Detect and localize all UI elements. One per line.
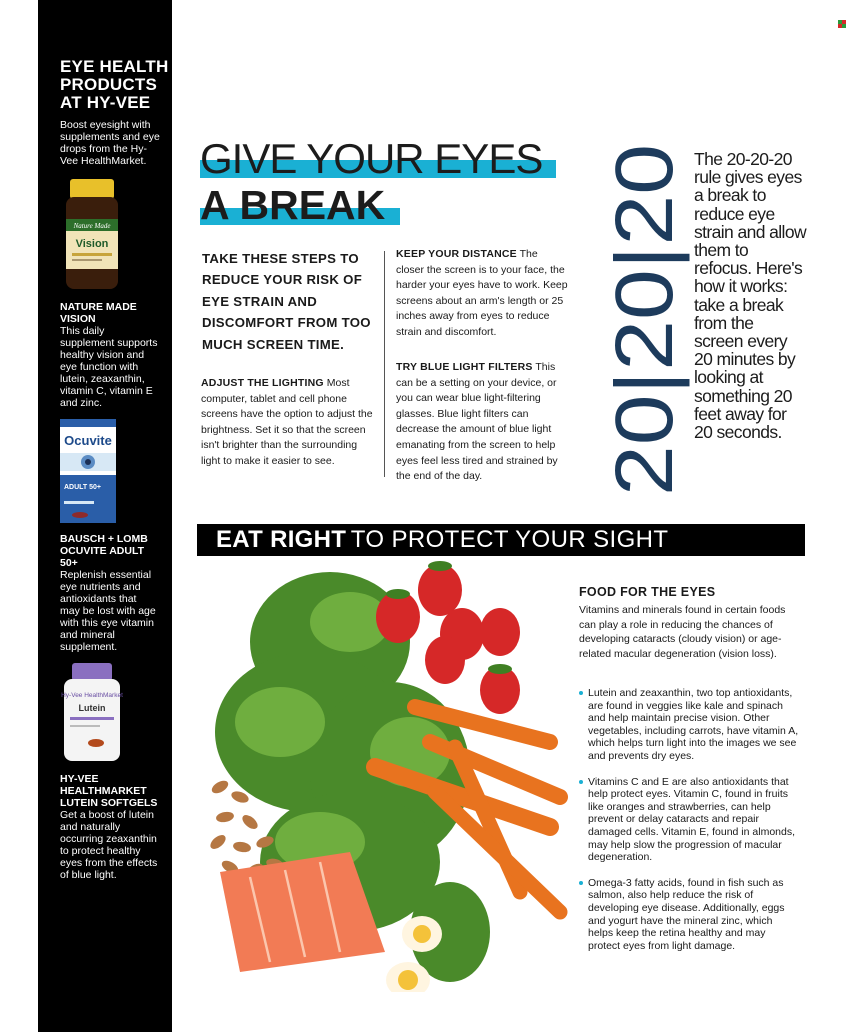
eat-right-banner bbox=[197, 524, 805, 556]
product-ocuvite bbox=[60, 419, 172, 653]
sidebar-title: EYE HEALTH PRODUCTS AT HY-VEE bbox=[60, 57, 169, 112]
food-heading: FOOD FOR THE EYES bbox=[579, 585, 716, 599]
tip-lead: TRY BLUE LIGHT FILTERS bbox=[396, 361, 533, 373]
product-description: This daily supplement supports healthy vision and eye function with lutein, zeaxanthin, vitamin C, vitamin E and zinc. bbox=[60, 325, 158, 409]
title-line-1 bbox=[200, 136, 542, 182]
product-name: NATURE MADE VISION bbox=[60, 301, 137, 325]
nature-made-brand: Nature Made bbox=[73, 222, 111, 230]
product-name: BAUSCH + LOMB OCUVITE ADULT 50+ bbox=[60, 533, 148, 569]
list-item: Omega-3 fatty acids, found in fish such as salmon, also help reduce the risk of developing eye disease. Additionally, eggs and yogurt have the mineral zinc, which helps keep the retina healthy and may protect eyes from light damage. bbox=[579, 877, 799, 953]
title-line-2 bbox=[200, 182, 542, 228]
rule-description: The 20-20-20 rule gives eyes a break to reduce eye strain and allow them to refocus. Here's how it works: take a break from the screen every 20 minutes by looking at something 20 feet away for 20 seconds. bbox=[694, 149, 806, 443]
list-item: Vitamins C and E are also antioxidants that help protect eyes. Vitamin C, found in fruits like oranges and strawberries, can help prevent or delay cataracts and repair damaged cells. Vitamin E, found in almonds, may help slow the progression of macular degeneration. bbox=[579, 776, 799, 864]
adjust-lighting-tip bbox=[201, 376, 373, 470]
steps-heading: TAKE THESE STEPS TO REDUCE YOUR RISK OF EYE STRAIN AND DISCOMFORT FROM TOO MUCH SCREEN TIME. bbox=[202, 251, 371, 352]
lutein-product-label: Lutein bbox=[78, 703, 106, 713]
keep-distance-tip bbox=[396, 247, 568, 341]
tip-body: The closer the screen is to your face, the harder your eyes have to work. Keep screens about an arm's length or 25 inches away from eyes to reduce strain and discomfort. bbox=[396, 248, 568, 338]
food-bullet-list bbox=[579, 687, 799, 965]
banner-light-text: TO PROTECT YOUR SIGHT bbox=[350, 526, 669, 553]
healthy-food-image bbox=[200, 552, 580, 992]
title-text-2: A BREAK bbox=[200, 182, 386, 228]
tip-body: Most computer, tablet and cell phone screens have the option to adjust the brightness. Set it so that the screen isn't brighter than the surrounding light to make it easier to see. bbox=[201, 377, 373, 467]
color-swatch-icon bbox=[838, 20, 846, 28]
sidebar-intro: Boost eyesight with supplements and eye drops from the Hy-Vee HealthMarket. bbox=[60, 119, 160, 167]
tip-body: This can be a setting on your device, or you can wear blue light-filtering glasses. Blue light filters can decrease the amount of blue light emanating from the screen to help eyes feel less tired and strained by the end of the day. bbox=[396, 361, 558, 483]
food-intro: Vitamins and minerals found in certain foods can play a role in reducing the chances of developing cataracts (cloudy vision) or age-related macular degeneration (vision loss). bbox=[579, 604, 786, 660]
ocuvite-box-image bbox=[60, 419, 116, 523]
column-divider bbox=[384, 251, 385, 477]
rule-20-20-20-graphic bbox=[580, 140, 690, 500]
rule-big-number: 20|20|20 bbox=[599, 179, 690, 496]
lutein-bottle-image bbox=[60, 663, 124, 763]
lutein-brand: Hy-Vee HealthMarket bbox=[61, 692, 123, 699]
nature-made-bottle-image bbox=[60, 179, 124, 291]
ocuvite-product-sub: ADULT 50+ bbox=[64, 484, 102, 491]
blue-light-tip bbox=[396, 360, 568, 485]
product-description: Get a boost of lutein and naturally occurring zeaxanthin to protect healthy eyes from the effects of blue light. bbox=[60, 809, 158, 881]
sidebar bbox=[38, 0, 172, 1032]
nature-made-product-label: Vision bbox=[75, 238, 109, 250]
ocuvite-product-label: Ocuvite bbox=[64, 433, 112, 448]
article-title bbox=[200, 136, 542, 228]
product-nature-made bbox=[60, 179, 172, 409]
product-name: HY-VEE HEALTHMARKET LUTEIN SOFTGELS bbox=[60, 773, 158, 809]
tip-lead: ADJUST THE LIGHTING bbox=[201, 377, 324, 389]
title-text-1: GIVE YOUR EYES bbox=[200, 135, 543, 182]
tip-lead: KEEP YOUR DISTANCE bbox=[396, 248, 517, 260]
banner-bold-text: EAT RIGHT bbox=[216, 526, 347, 553]
product-healthmarket-lutein bbox=[60, 663, 172, 881]
list-item: Lutein and zeaxanthin, two top antioxidants, are found in veggies like kale and spinach and help maintain precise vision. Other vegetables, including carrots, have vitamin A, which helps turn light into the images we see and prevents dry eyes. bbox=[579, 687, 799, 763]
product-description: Replenish essential eye nutrients and antioxidants that may be lost with age with this eye vitamin and mineral supplement. bbox=[60, 569, 156, 653]
